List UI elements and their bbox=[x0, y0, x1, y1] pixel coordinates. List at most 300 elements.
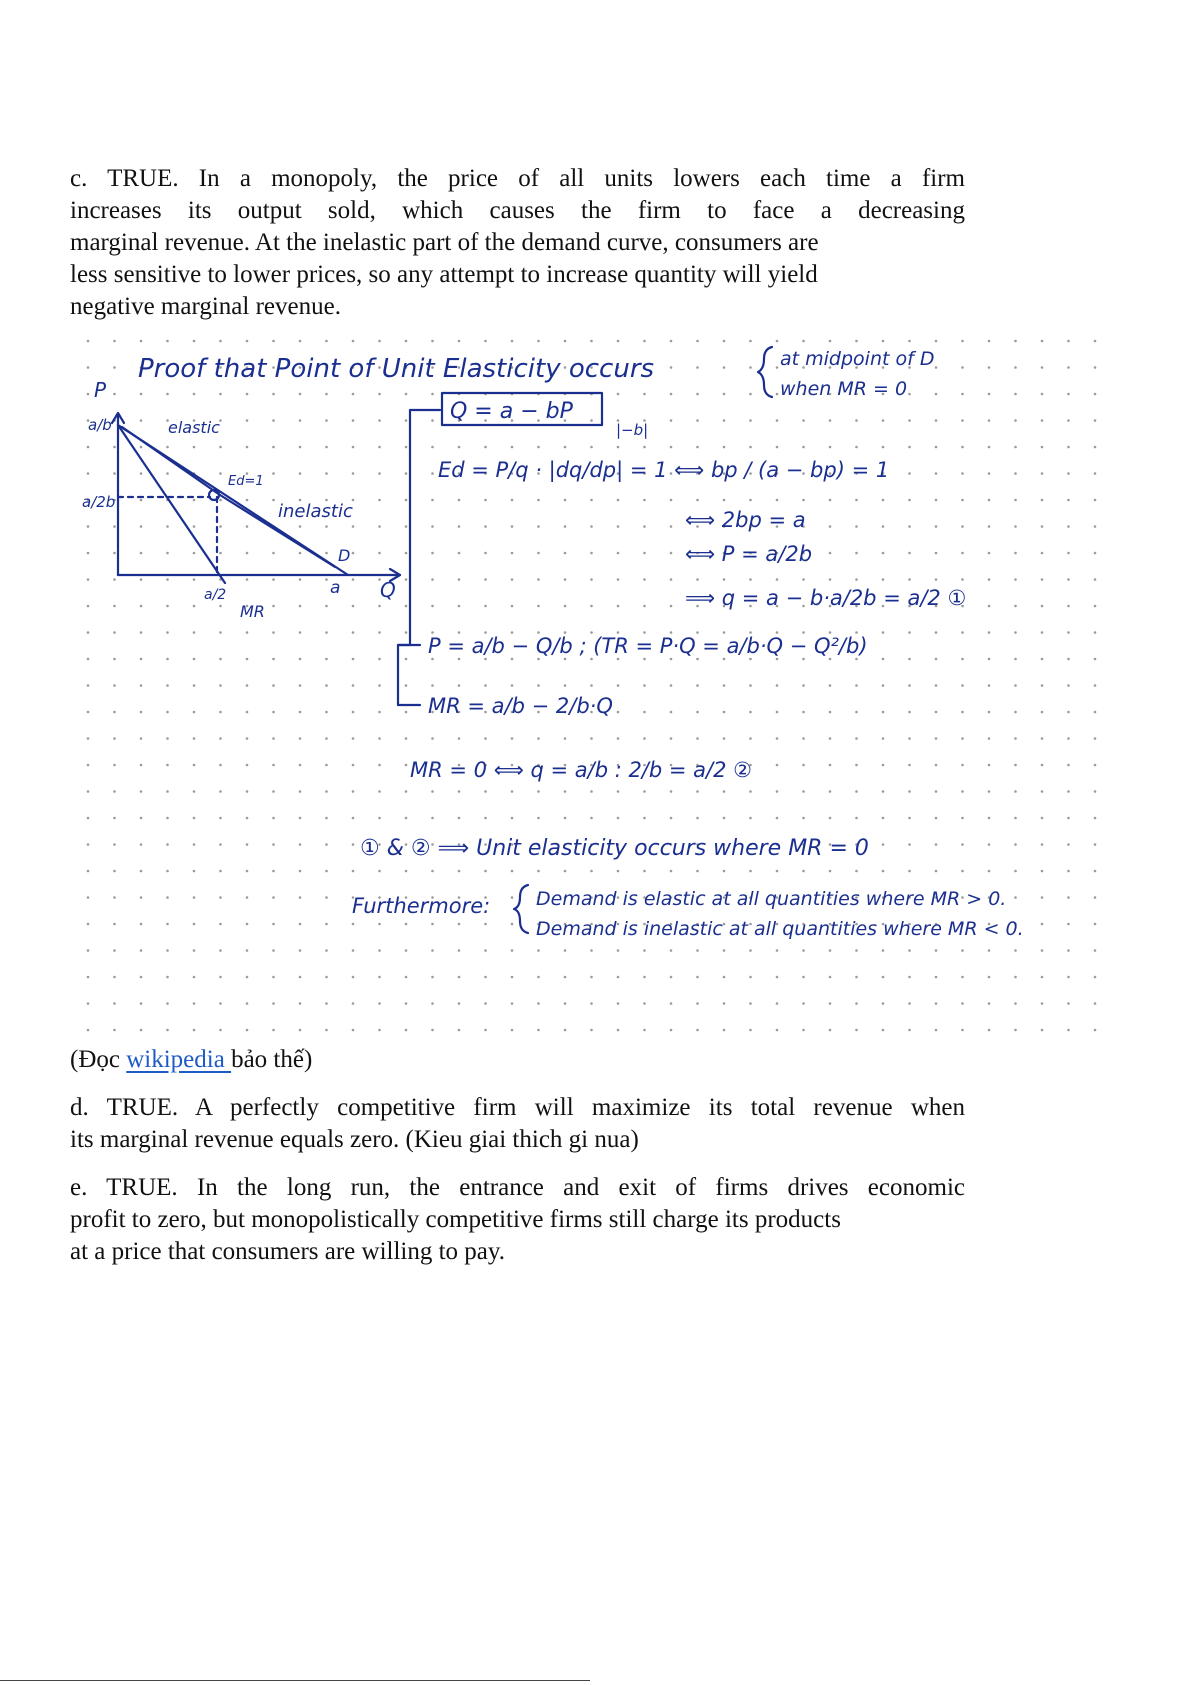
inverse-demand-equation: P = a/b − Q/b ; (TR = P·Q = a/b·Q − Q²/b) bbox=[428, 634, 868, 658]
grid-dot bbox=[802, 870, 805, 873]
grid-dot bbox=[378, 870, 381, 873]
grid-dot bbox=[352, 870, 355, 873]
grid-dot bbox=[776, 446, 779, 449]
grid-dot bbox=[299, 525, 302, 528]
grid-dot bbox=[882, 552, 885, 555]
grid-dot bbox=[113, 843, 116, 846]
grid-dot bbox=[961, 393, 964, 396]
grid-dot bbox=[961, 764, 964, 767]
grid-dot bbox=[988, 737, 991, 740]
grid-dot bbox=[1041, 552, 1044, 555]
grid-dot bbox=[484, 737, 487, 740]
grid-dot bbox=[802, 790, 805, 793]
wikipedia-note bbox=[70, 1046, 312, 1074]
grid-dot bbox=[272, 790, 275, 793]
grid-dot bbox=[193, 684, 196, 687]
grid-dot bbox=[617, 578, 620, 581]
grid-dot bbox=[537, 976, 540, 979]
grid-dot bbox=[378, 499, 381, 502]
grid-dot bbox=[590, 684, 593, 687]
grid-dot bbox=[643, 949, 646, 952]
grid-dot bbox=[378, 472, 381, 475]
a-over-2-label: a/2 bbox=[204, 587, 227, 603]
grid-dot bbox=[988, 949, 991, 952]
grid-dot bbox=[617, 605, 620, 608]
grid-dot bbox=[113, 817, 116, 820]
grid-dot bbox=[882, 1029, 885, 1032]
grid-dot bbox=[829, 790, 832, 793]
grid-dot bbox=[749, 737, 752, 740]
grid-dot bbox=[855, 976, 858, 979]
grid-dot bbox=[484, 605, 487, 608]
grid-dot bbox=[1014, 446, 1017, 449]
grid-dot bbox=[988, 817, 991, 820]
grid-dot bbox=[511, 578, 514, 581]
grid-dot bbox=[140, 419, 143, 422]
paragraph-e-line: profit to zero, but monopolistically competitive firms still charge its products bbox=[70, 1206, 841, 1233]
grid-dot bbox=[193, 552, 196, 555]
grid-dot bbox=[246, 499, 249, 502]
demand-label: D bbox=[338, 546, 351, 565]
grid-dot bbox=[537, 446, 540, 449]
grid-dot bbox=[855, 949, 858, 952]
grid-dot bbox=[431, 578, 434, 581]
grid-dot bbox=[670, 446, 673, 449]
grid-dot bbox=[87, 896, 90, 899]
grid-dot bbox=[219, 472, 222, 475]
grid-dot bbox=[352, 976, 355, 979]
grid-dot bbox=[643, 578, 646, 581]
grid-dot bbox=[299, 817, 302, 820]
grid-dot bbox=[1094, 393, 1097, 396]
grid-dot bbox=[272, 737, 275, 740]
grid-dot bbox=[829, 525, 832, 528]
grid-dot bbox=[484, 684, 487, 687]
grid-dot bbox=[484, 870, 487, 873]
grid-dot bbox=[1041, 1002, 1044, 1005]
grid-dot bbox=[908, 552, 911, 555]
grid-dot bbox=[1014, 737, 1017, 740]
grid-dot bbox=[776, 684, 779, 687]
grid-dot bbox=[802, 446, 805, 449]
grid-dot bbox=[1067, 605, 1070, 608]
grid-dot bbox=[935, 711, 938, 714]
grid-dot bbox=[696, 366, 699, 369]
grid-dot bbox=[696, 1029, 699, 1032]
grid-dot bbox=[458, 552, 461, 555]
grid-dot bbox=[537, 499, 540, 502]
grid-dot bbox=[882, 658, 885, 661]
grid-dot bbox=[617, 711, 620, 714]
grid-dot bbox=[431, 340, 434, 343]
grid-dot bbox=[908, 419, 911, 422]
grid-dot bbox=[1041, 684, 1044, 687]
grid-dot bbox=[511, 658, 514, 661]
grid-dot bbox=[590, 552, 593, 555]
grid-dot bbox=[140, 1029, 143, 1032]
grid-dot bbox=[1067, 552, 1070, 555]
grid-dot bbox=[299, 393, 302, 396]
grid-dot bbox=[776, 340, 779, 343]
grid-dot bbox=[140, 737, 143, 740]
grid-dot bbox=[564, 340, 567, 343]
grid-dot bbox=[272, 499, 275, 502]
grid-dot bbox=[935, 446, 938, 449]
grid-dot bbox=[908, 446, 911, 449]
grid-dot bbox=[723, 578, 726, 581]
grid-dot bbox=[246, 843, 249, 846]
grid-dot bbox=[617, 737, 620, 740]
grid-dot bbox=[1041, 923, 1044, 926]
grid-dot bbox=[961, 711, 964, 714]
grid-dot bbox=[1067, 658, 1070, 661]
grid-dot bbox=[87, 976, 90, 979]
title-brace bbox=[758, 347, 772, 397]
grid-dot bbox=[272, 711, 275, 714]
grid-dot bbox=[670, 419, 673, 422]
grid-dot bbox=[325, 817, 328, 820]
grid-dot bbox=[87, 817, 90, 820]
grid-dot bbox=[378, 976, 381, 979]
grid-dot bbox=[272, 393, 275, 396]
grid-dot bbox=[219, 711, 222, 714]
grid-dot bbox=[193, 525, 196, 528]
grid-dot bbox=[564, 605, 567, 608]
grid-dot bbox=[882, 525, 885, 528]
grid-dot bbox=[352, 790, 355, 793]
note-prefix: (Đọc bbox=[70, 1046, 127, 1073]
grid-dot bbox=[882, 737, 885, 740]
grid-dot bbox=[749, 1002, 752, 1005]
grid-dot bbox=[802, 764, 805, 767]
grid-dot bbox=[405, 499, 408, 502]
grid-dot bbox=[378, 525, 381, 528]
grid-dot bbox=[988, 472, 991, 475]
grid-dot bbox=[537, 658, 540, 661]
grid-dot bbox=[511, 737, 514, 740]
grid-dot bbox=[511, 525, 514, 528]
grid-dot bbox=[1014, 366, 1017, 369]
grid-dot bbox=[935, 499, 938, 502]
grid-dot bbox=[935, 658, 938, 661]
grid-dot bbox=[855, 790, 858, 793]
grid-dot bbox=[405, 737, 408, 740]
grid-dot bbox=[1067, 393, 1070, 396]
grid-dot bbox=[696, 790, 699, 793]
grid-dot bbox=[537, 817, 540, 820]
grid-dot bbox=[1067, 737, 1070, 740]
wikipedia-link[interactable]: wikipedia bbox=[126, 1046, 232, 1073]
grid-dot bbox=[1094, 631, 1097, 634]
grid-dot bbox=[193, 711, 196, 714]
grid-dot bbox=[537, 790, 540, 793]
grid-dot bbox=[882, 790, 885, 793]
grid-dot bbox=[696, 1002, 699, 1005]
grid-dot bbox=[988, 684, 991, 687]
grid-dot bbox=[564, 578, 567, 581]
grid-dot bbox=[988, 764, 991, 767]
grid-dot bbox=[378, 658, 381, 661]
grid-dot bbox=[1094, 790, 1097, 793]
grid-dot bbox=[723, 1002, 726, 1005]
grid-dot bbox=[299, 949, 302, 952]
grid-dot bbox=[511, 684, 514, 687]
grid-dot bbox=[484, 923, 487, 926]
grid-dot bbox=[829, 737, 832, 740]
grid-dot bbox=[1094, 446, 1097, 449]
grid-dot bbox=[882, 631, 885, 634]
grid-dot bbox=[325, 340, 328, 343]
grid-dot bbox=[140, 843, 143, 846]
grid-dot bbox=[617, 817, 620, 820]
grid-dot bbox=[299, 631, 302, 634]
grid-dot bbox=[670, 684, 673, 687]
grid-dot bbox=[935, 578, 938, 581]
grid-dot bbox=[1041, 737, 1044, 740]
elastic-label: elastic bbox=[168, 418, 220, 437]
note-suffix: bảo thế) bbox=[231, 1046, 313, 1073]
grid-dot bbox=[696, 737, 699, 740]
grid-dot bbox=[643, 684, 646, 687]
grid-dot bbox=[378, 949, 381, 952]
grid-dot bbox=[1041, 578, 1044, 581]
grid-dot bbox=[193, 393, 196, 396]
grid-dot bbox=[378, 1002, 381, 1005]
grid-dot bbox=[405, 446, 408, 449]
grid-dot bbox=[1067, 843, 1070, 846]
grid-dot bbox=[352, 578, 355, 581]
grid-dot bbox=[590, 790, 593, 793]
grid-dot bbox=[749, 1029, 752, 1032]
grid-dot bbox=[829, 949, 832, 952]
grid-dot bbox=[113, 340, 116, 343]
unit-elasticity-label: Ed=1 bbox=[228, 474, 264, 489]
equation-step-3: ⟹ q = a − b·a/2b = a/2 ① bbox=[685, 586, 967, 610]
grid-dot bbox=[855, 711, 858, 714]
grid-dot bbox=[564, 949, 567, 952]
grid-dot bbox=[299, 578, 302, 581]
grid-dot bbox=[749, 340, 752, 343]
grid-dot bbox=[193, 923, 196, 926]
grid-dot bbox=[776, 976, 779, 979]
grid-dot bbox=[378, 790, 381, 793]
grid-dot bbox=[564, 737, 567, 740]
grid-dot bbox=[935, 843, 938, 846]
grid-dot bbox=[511, 552, 514, 555]
grid-dot bbox=[829, 1002, 832, 1005]
grid-dot bbox=[1041, 764, 1044, 767]
grid-dot bbox=[511, 976, 514, 979]
grid-dot bbox=[643, 817, 646, 820]
grid-dot bbox=[882, 340, 885, 343]
grid-dot bbox=[617, 870, 620, 873]
grid-dot bbox=[325, 843, 328, 846]
grid-dot bbox=[908, 817, 911, 820]
grid-dot bbox=[299, 790, 302, 793]
grid-dot bbox=[643, 870, 646, 873]
paragraph-d bbox=[70, 1092, 965, 1156]
grid-dot bbox=[935, 684, 938, 687]
grid-dot bbox=[87, 472, 90, 475]
grid-dot bbox=[564, 525, 567, 528]
grid-dot bbox=[935, 525, 938, 528]
paragraph-e-line: e. TRUE. In the long run, the entrance and exit of firms drives economic bbox=[70, 1174, 965, 1201]
grid-dot bbox=[537, 949, 540, 952]
grid-dot bbox=[193, 578, 196, 581]
grid-dot bbox=[1041, 340, 1044, 343]
grid-dot bbox=[1094, 1002, 1097, 1005]
grid-dot bbox=[564, 552, 567, 555]
grid-dot bbox=[299, 419, 302, 422]
grid-dot bbox=[246, 393, 249, 396]
paragraph-e bbox=[70, 1172, 965, 1268]
grid-dot bbox=[537, 870, 540, 873]
grid-dot bbox=[590, 340, 593, 343]
grid-dot bbox=[776, 817, 779, 820]
grid-dot bbox=[113, 525, 116, 528]
grid-dot bbox=[935, 737, 938, 740]
grid-dot bbox=[1014, 525, 1017, 528]
grid-dot bbox=[325, 631, 328, 634]
grid-dot bbox=[166, 976, 169, 979]
grid-dot bbox=[193, 843, 196, 846]
grid-dot bbox=[219, 949, 222, 952]
grid-dot bbox=[219, 737, 222, 740]
title-note-mr-zero: when MR = 0 bbox=[780, 378, 908, 400]
grid-dot bbox=[272, 472, 275, 475]
grid-dot bbox=[325, 578, 328, 581]
grid-dot bbox=[484, 1029, 487, 1032]
grid-dot bbox=[140, 870, 143, 873]
grid-dot bbox=[87, 870, 90, 873]
grid-dot bbox=[193, 340, 196, 343]
grid-dot bbox=[935, 817, 938, 820]
grid-dot bbox=[325, 1029, 328, 1032]
grid-dot bbox=[272, 870, 275, 873]
grid-dot bbox=[299, 552, 302, 555]
demand-equation: Q = a − bP bbox=[450, 399, 573, 424]
grid-dot bbox=[325, 684, 328, 687]
grid-dot bbox=[113, 605, 116, 608]
grid-dot bbox=[802, 578, 805, 581]
grid-dot bbox=[908, 790, 911, 793]
grid-dot bbox=[1094, 419, 1097, 422]
grid-dot bbox=[696, 817, 699, 820]
grid-dot bbox=[935, 393, 938, 396]
grid-dot bbox=[378, 631, 381, 634]
grid-dot bbox=[829, 552, 832, 555]
grid-dot bbox=[749, 949, 752, 952]
grid-dot bbox=[988, 1002, 991, 1005]
grid-dot bbox=[537, 684, 540, 687]
grid-dot bbox=[458, 790, 461, 793]
grid-dot bbox=[405, 419, 408, 422]
grid-dot bbox=[723, 790, 726, 793]
grid-dot bbox=[1041, 499, 1044, 502]
grid-dot bbox=[484, 817, 487, 820]
grid-dot bbox=[776, 711, 779, 714]
grid-dot bbox=[802, 949, 805, 952]
grid-dot bbox=[166, 790, 169, 793]
grid-dot bbox=[961, 870, 964, 873]
grid-dot bbox=[829, 976, 832, 979]
grid-dot bbox=[431, 949, 434, 952]
grid-dot bbox=[961, 790, 964, 793]
grid-dot bbox=[166, 870, 169, 873]
grid-dot bbox=[617, 393, 620, 396]
grid-dot bbox=[113, 949, 116, 952]
grid-dot bbox=[988, 631, 991, 634]
grid-dot bbox=[1094, 737, 1097, 740]
grid-dot bbox=[87, 684, 90, 687]
grid-dot bbox=[802, 711, 805, 714]
grid-dot bbox=[829, 419, 832, 422]
grid-dot bbox=[246, 684, 249, 687]
grid-dot bbox=[723, 684, 726, 687]
grid-dot bbox=[299, 605, 302, 608]
grid-dot bbox=[961, 1029, 964, 1032]
grid-dot bbox=[87, 658, 90, 661]
grid-dot bbox=[87, 578, 90, 581]
grid-dot bbox=[140, 711, 143, 714]
grid-dot bbox=[855, 340, 858, 343]
grid-dot bbox=[1014, 552, 1017, 555]
grid-dot bbox=[643, 525, 646, 528]
grid-dot bbox=[431, 684, 434, 687]
grid-dot bbox=[749, 393, 752, 396]
grid-dot bbox=[1014, 790, 1017, 793]
grid-dot bbox=[325, 870, 328, 873]
title-note-midpoint: at midpoint of D bbox=[780, 348, 935, 370]
grid-dot bbox=[723, 393, 726, 396]
grid-dot bbox=[802, 1029, 805, 1032]
a-over-b-label: a/b bbox=[88, 416, 112, 434]
grid-dot bbox=[1094, 684, 1097, 687]
grid-dot bbox=[1094, 870, 1097, 873]
grid-dot bbox=[352, 658, 355, 661]
grid-dot bbox=[140, 976, 143, 979]
q-axis-label: Q bbox=[380, 578, 396, 602]
grid-dot bbox=[1067, 896, 1070, 899]
grid-dot bbox=[908, 578, 911, 581]
grid-dot bbox=[405, 711, 408, 714]
grid-dot bbox=[352, 446, 355, 449]
grid-dot bbox=[352, 923, 355, 926]
grid-dot bbox=[1094, 340, 1097, 343]
paragraph-d-line: its marginal revenue equals zero. (Kieu giai thich gi nua) bbox=[70, 1126, 639, 1153]
grid-dot bbox=[378, 764, 381, 767]
grid-dot bbox=[749, 419, 752, 422]
grid-dot bbox=[961, 419, 964, 422]
grid-dot bbox=[431, 1002, 434, 1005]
grid-dot bbox=[431, 976, 434, 979]
grid-dot bbox=[855, 737, 858, 740]
grid-dot bbox=[1094, 1029, 1097, 1032]
grid-dot bbox=[988, 393, 991, 396]
grid-dot bbox=[113, 1029, 116, 1032]
grid-dot bbox=[511, 896, 514, 899]
grid-dot bbox=[405, 578, 408, 581]
grid-dot bbox=[87, 790, 90, 793]
grid-dot bbox=[458, 340, 461, 343]
grid-dot bbox=[935, 552, 938, 555]
grid-dot bbox=[140, 605, 143, 608]
grid-dot bbox=[643, 393, 646, 396]
grid-dot bbox=[935, 631, 938, 634]
grid-dot bbox=[1014, 578, 1017, 581]
grid-dot bbox=[723, 499, 726, 502]
grid-dot bbox=[749, 790, 752, 793]
